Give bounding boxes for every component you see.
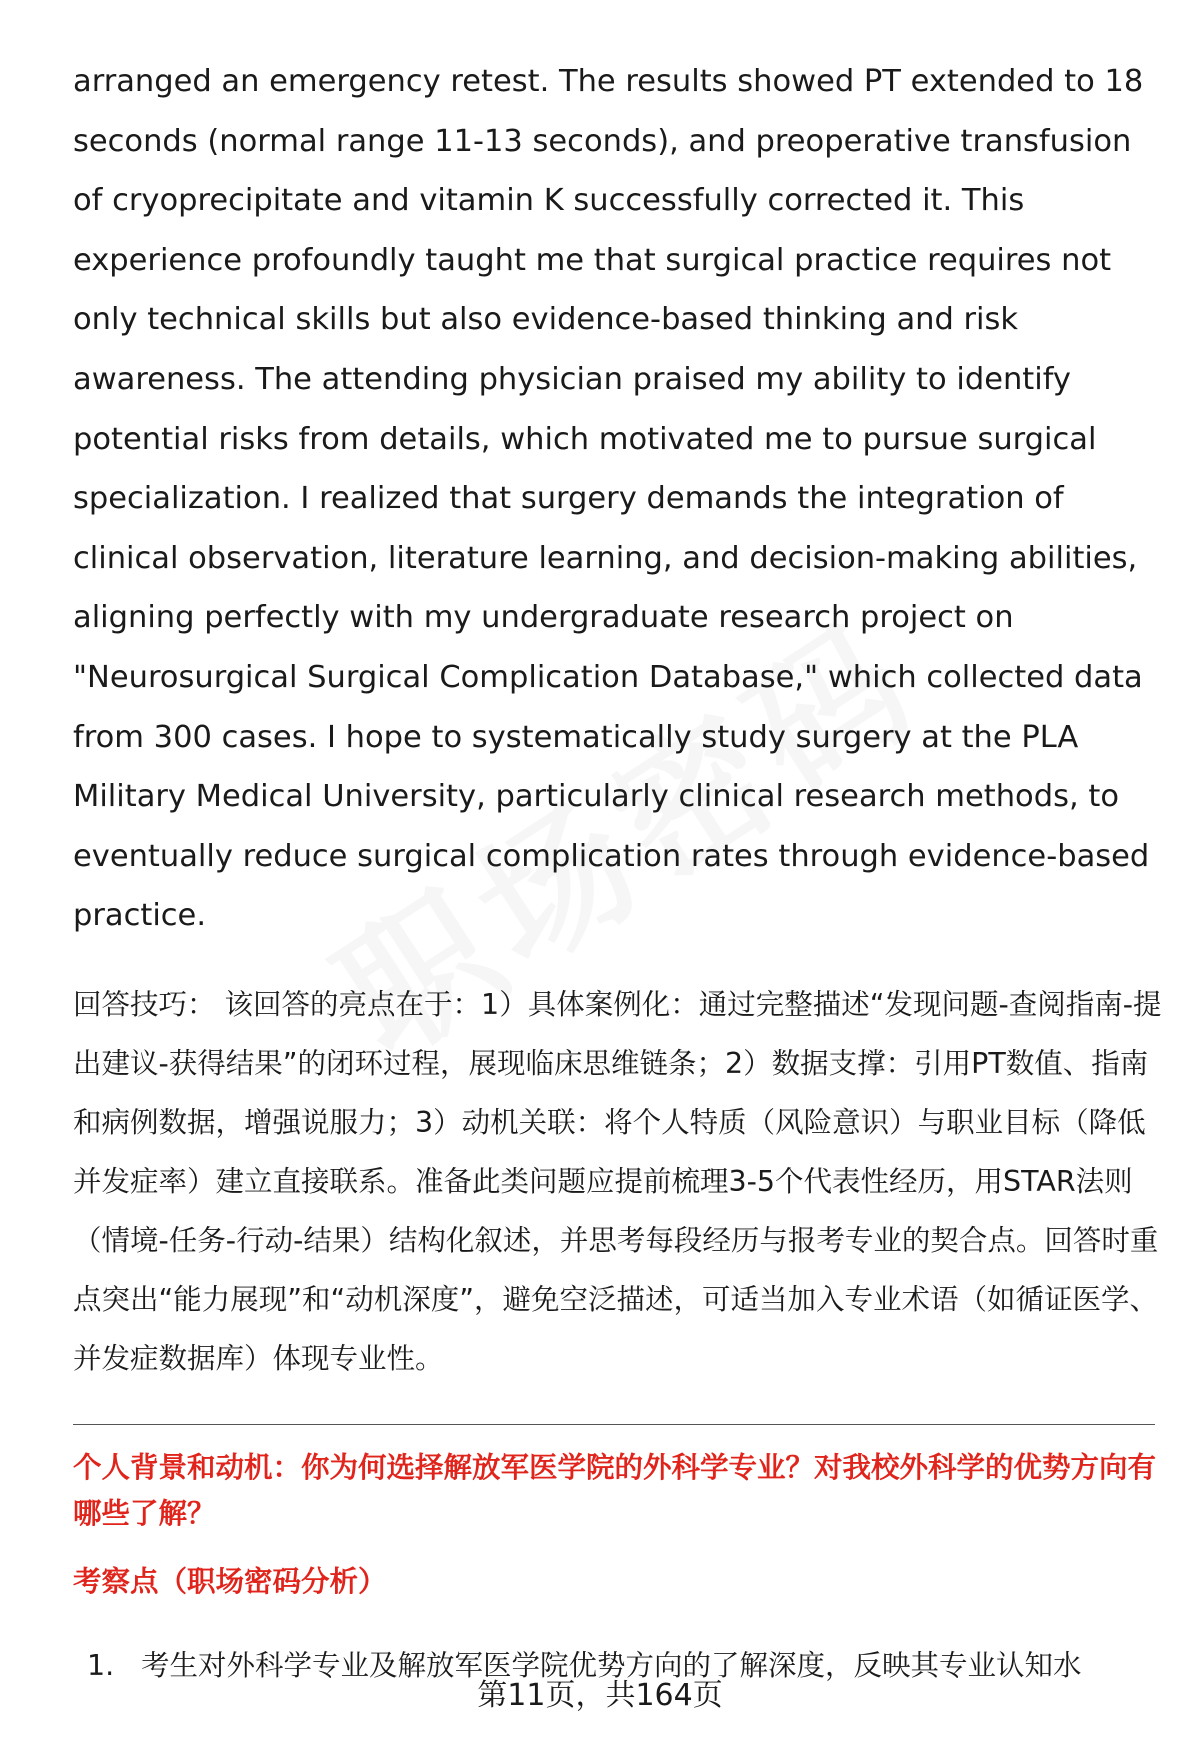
- page-content: [73, 52, 1163, 1689]
- question-heading: 个人背景和动机：你为何选择解放军医学院的外科学专业？对我校外科学的优势方向有哪些了解？: [73, 1450, 1157, 1530]
- page-footer: 第11页，共164页: [477, 1678, 723, 1713]
- list-item-text: 考生对外科学专业及解放军医学院优势方向的了解深度，反映其专业认知水: [141, 1648, 1082, 1682]
- list-item-number: 1.: [87, 1648, 115, 1682]
- english-paragraph: arranged an emergency retest. The results showed PT extended to 18 seconds (normal range 11-13 seconds), and preoperative transfusion of cryoprecipitate and vitamin K successfully corrected it. This experience profoundly taught me that surgical practice requires not only technical skills but also evidence-based thinking and risk awareness. The attending physician praised my ability to identify potential risks from details, which motivated me to pursue surgical specialization. I realized that surgery demands the integration of clinical observation, literature learning, and decision-making abilities, aligning perfectly with my undergraduate research project on "Neurosurgical Surgical Complication Database," which collected data from 300 cases. I hope to systematically study surgery at the PLA Military Medical University, particularly clinical research methods, to eventually reduce surgical complication rates through evidence-based practice.: [73, 64, 1150, 934]
- assessment-points-heading: 考察点（职场密码分析）: [73, 1564, 387, 1598]
- section-divider: [73, 1424, 1155, 1425]
- answer-tips-paragraph: 回答技巧： 该回答的亮点在于：1）具体案例化：通过完整描述“发现问题-查阅指南-提出建议-获得结果”的闭环过程，展现临床思维链条；2）数据支撑：引用PT数值、指南和病例数据，增强说服力；3）动机关联：将个人特质（风险意识）与职业目标（降低并发症率）建立直接联系。准备此类问题应提前梳理3-5个代表性经历，用STAR法则（情境-任务-行动-结果）结构化叙述，并思考每段经历与报考专业的契合点。回答时重点突出“能力展现”和“动机深度”，避免空泛描述，可适当加入专业术语（如循证医学、并发症数据库）体现专业性。: [73, 987, 1162, 1375]
